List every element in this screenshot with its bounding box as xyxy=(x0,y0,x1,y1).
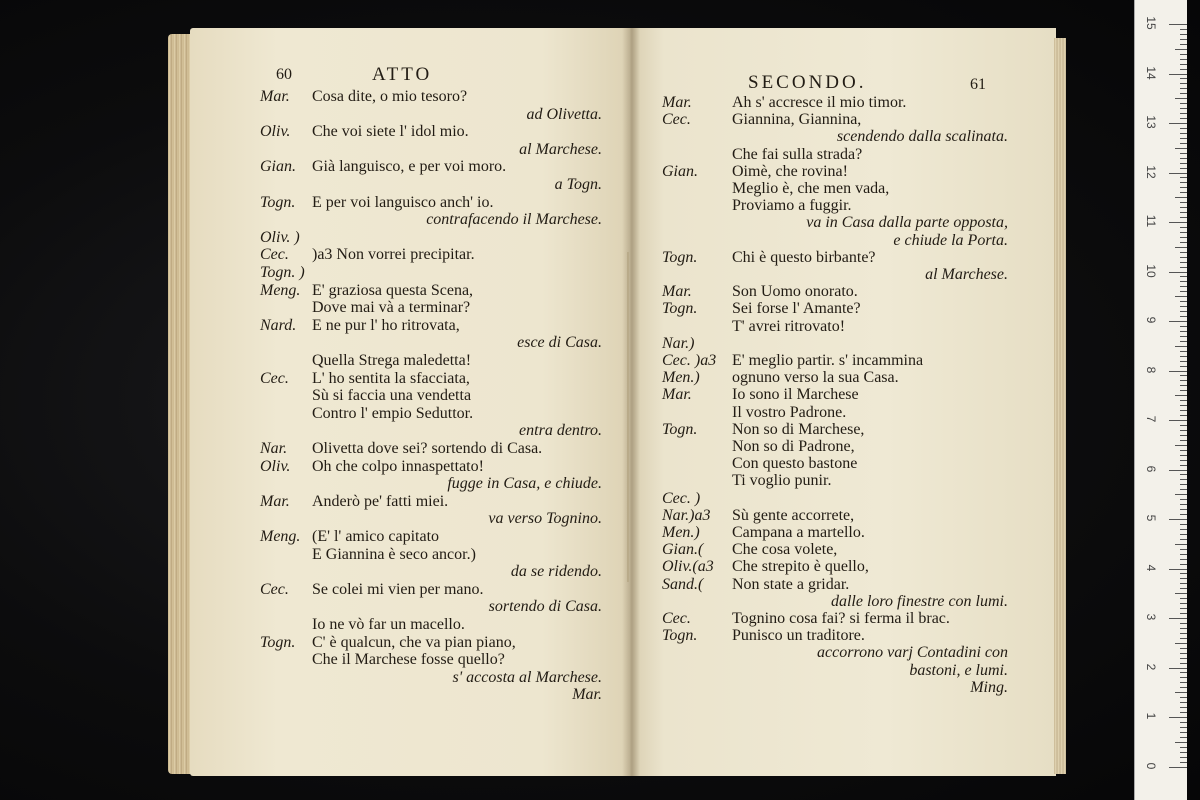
verse-line: Campana a martello. xyxy=(732,524,865,541)
ruler-tick xyxy=(1169,470,1187,471)
speaker-name: Togn. xyxy=(662,627,698,645)
ruler-tick xyxy=(1175,247,1187,248)
ruler-tick xyxy=(1180,133,1187,134)
speaker-name: Cec. xyxy=(662,610,691,627)
ruler-tick xyxy=(1175,395,1187,396)
ruler-tick xyxy=(1180,252,1187,253)
stage-direction: bastoni, e lumi. xyxy=(909,661,1008,679)
ruler-tick xyxy=(1180,608,1187,609)
page-edges-right xyxy=(1054,38,1066,774)
ruler-tick xyxy=(1180,465,1187,466)
speaker-name: Cec. xyxy=(260,580,289,598)
ruler-tick xyxy=(1180,262,1187,263)
ruler-tick xyxy=(1180,128,1187,129)
ruler-tick xyxy=(1180,341,1187,342)
speaker-name: Togn. xyxy=(662,420,698,438)
ruler-number: 3 xyxy=(1144,613,1158,621)
verse-line: Che strepito è quello, xyxy=(732,558,869,576)
ruler-tick xyxy=(1180,242,1187,243)
ruler-tick xyxy=(1180,702,1187,703)
ruler-tick xyxy=(1180,653,1187,654)
ruler-tick xyxy=(1180,207,1187,208)
ruler-tick xyxy=(1180,410,1187,411)
stage-direction: entra dentro. xyxy=(519,422,602,440)
ruler-number: 11 xyxy=(1144,214,1158,228)
verse-line: Io sono il Marchese xyxy=(732,386,859,404)
ruler-tick xyxy=(1180,658,1187,659)
speaker-name: Togn. xyxy=(260,193,296,211)
ruler-tick xyxy=(1180,103,1187,104)
speaker-name: Gian.( xyxy=(662,541,704,559)
ruler-tick xyxy=(1180,628,1187,629)
ruler-tick xyxy=(1180,361,1187,362)
ruler-tick xyxy=(1180,524,1187,525)
ruler-tick xyxy=(1175,494,1187,495)
ruler-tick xyxy=(1180,707,1187,708)
ruler-tick xyxy=(1175,197,1187,198)
book-gutter xyxy=(622,28,640,776)
ruler-number: 6 xyxy=(1144,465,1158,472)
ruler-tick xyxy=(1180,356,1187,357)
ruler-tick xyxy=(1180,762,1187,763)
ruler-tick xyxy=(1175,445,1187,446)
speaker-name: Gian. xyxy=(662,162,698,180)
ruler-tick xyxy=(1175,148,1187,149)
ruler-tick xyxy=(1180,93,1187,94)
verse-line: (E' l' amico capitato xyxy=(312,528,440,545)
ruler-tick xyxy=(1180,88,1187,89)
ruler-tick xyxy=(1180,400,1187,401)
ruler-number: 12 xyxy=(1144,164,1158,179)
speaker-name: Gian. xyxy=(260,158,296,176)
verse-line: T' avrei ritrovato! xyxy=(732,317,846,335)
ruler-tick xyxy=(1175,98,1187,99)
ruler-number: 8 xyxy=(1144,366,1158,373)
speaker-name: Togn. xyxy=(260,633,296,651)
ruler-number: 9 xyxy=(1144,316,1158,324)
stage-direction: Ming. xyxy=(970,678,1008,696)
speaker-name: Oliv. xyxy=(260,123,291,141)
ruler-tick xyxy=(1180,504,1187,505)
verse-line: Quella Strega maledetta! xyxy=(312,352,472,369)
speaker-name: Men.) xyxy=(662,524,700,541)
ruler-tick xyxy=(1180,732,1187,733)
ruler-tick xyxy=(1180,44,1187,45)
stage-direction: sortendo di Casa. xyxy=(488,598,602,616)
verse-line: Non state a gridar. xyxy=(732,575,850,593)
ruler-tick xyxy=(1169,618,1187,619)
verse-line: Meglio è, che men vada, xyxy=(732,180,890,197)
ruler-tick xyxy=(1180,727,1187,728)
stage-direction: da se ridendo. xyxy=(510,563,602,581)
ruler-tick xyxy=(1169,321,1187,322)
verse-line: Sù si faccia una vendetta xyxy=(312,387,472,405)
verse-line: Sei forse l' Amante? xyxy=(732,300,861,318)
ruler-tick xyxy=(1180,351,1187,352)
ruler-tick xyxy=(1180,78,1187,79)
ruler-tick xyxy=(1180,539,1187,540)
stage-direction: e chiude la Porta. xyxy=(893,231,1008,249)
left-running-head: ATTO xyxy=(372,64,433,85)
ruler-tick xyxy=(1180,460,1187,461)
ruler-tick xyxy=(1180,588,1187,589)
verse-line: Contro l' empio Seduttor. xyxy=(312,404,474,422)
ruler-tick xyxy=(1180,168,1187,169)
ruler-tick xyxy=(1180,633,1187,634)
ruler-tick xyxy=(1180,212,1187,213)
verse-line: Anderò pe' fatti miei. xyxy=(312,492,449,510)
ruler-tick xyxy=(1180,64,1187,65)
measurement-ruler xyxy=(1134,0,1187,800)
ruler-tick xyxy=(1180,118,1187,119)
ruler-tick xyxy=(1180,291,1187,292)
ruler-tick xyxy=(1180,484,1187,485)
speaker-name: Togn. xyxy=(662,248,698,266)
ruler-tick xyxy=(1180,752,1187,753)
ruler-tick xyxy=(1180,613,1187,614)
ruler-tick xyxy=(1180,217,1187,218)
ruler-tick xyxy=(1180,405,1187,406)
ruler-tick xyxy=(1180,549,1187,550)
ruler-tick xyxy=(1180,158,1187,159)
verse-line: Già languisco, e per voi moro. xyxy=(312,158,507,176)
stage-direction: al Marchese. xyxy=(925,266,1008,283)
speaker-name: Meng. xyxy=(260,528,301,545)
verse-line: Son Uomo onorato. xyxy=(732,283,858,301)
verse-line: E' meglio partir. s' incammina xyxy=(732,352,924,369)
ruler-tick xyxy=(1180,747,1187,748)
speaker-name: Meng. xyxy=(260,281,301,299)
verse-line: Io ne vò far un macello. xyxy=(312,616,465,633)
verse-line: Non so di Padrone, xyxy=(732,438,855,455)
speaker-name: Oliv. ) xyxy=(260,228,300,246)
speaker-name: Mar. xyxy=(662,94,692,111)
ruler-tick xyxy=(1180,757,1187,758)
stage-direction: Mar. xyxy=(572,686,602,704)
stage-direction: al Marchese. xyxy=(519,140,602,158)
ruler-tick xyxy=(1180,153,1187,154)
ruler-tick xyxy=(1180,638,1187,639)
stage-direction: fugge in Casa, e chiude. xyxy=(447,475,602,493)
ruler-tick xyxy=(1169,668,1187,669)
ruler-tick xyxy=(1180,722,1187,723)
verse-line: Che il Marchese fosse quello? xyxy=(312,651,505,669)
ruler-tick xyxy=(1180,281,1187,282)
ruler-number: 7 xyxy=(1144,415,1158,423)
ruler-tick xyxy=(1180,390,1187,391)
ruler-tick xyxy=(1180,534,1187,535)
ruler-tick xyxy=(1169,222,1187,223)
ruler-tick xyxy=(1180,380,1187,381)
ruler-tick xyxy=(1169,420,1187,421)
ruler-number: 14 xyxy=(1144,65,1158,80)
ruler-tick xyxy=(1180,415,1187,416)
ruler-tick xyxy=(1180,311,1187,312)
verse-line: Ah s' accresce il mio timor. xyxy=(732,94,907,111)
stage-direction: s' accosta al Marchese. xyxy=(452,668,602,686)
ruler-tick xyxy=(1180,455,1187,456)
left-folio: 60 xyxy=(276,66,292,83)
ruler-number: 15 xyxy=(1144,16,1158,30)
ruler-tick xyxy=(1180,316,1187,317)
ruler-tick xyxy=(1180,366,1187,367)
stage-direction: va in Casa dalla parte opposta, xyxy=(806,214,1008,232)
speaker-name: Nard. xyxy=(260,316,297,334)
ruler-tick xyxy=(1180,113,1187,114)
right-folio: 61 xyxy=(970,76,986,93)
ruler-tick xyxy=(1180,232,1187,233)
stage-direction: esce di Casa. xyxy=(517,334,602,352)
ruler-tick xyxy=(1169,767,1187,768)
verse-line: E ne pur l' ho ritrovata, xyxy=(312,316,460,334)
verse-line: Ti voglio punir. xyxy=(732,472,832,490)
center-fold xyxy=(627,252,629,582)
speaker-name: Nar.)a3 xyxy=(662,506,711,524)
speaker-name: Oliv. xyxy=(260,457,291,475)
ruler-tick xyxy=(1180,187,1187,188)
verse-line: Che fai sulla strada? xyxy=(732,145,863,163)
stage-direction: dalle loro finestre con lumi. xyxy=(830,592,1008,610)
ruler-tick xyxy=(1180,682,1187,683)
ruler-tick xyxy=(1180,737,1187,738)
stage-direction: ad Olivetta. xyxy=(526,105,602,123)
ruler-tick xyxy=(1180,479,1187,480)
speaker-name: Cec. xyxy=(260,246,289,264)
ruler-tick xyxy=(1180,672,1187,673)
speaker-name: Mar. xyxy=(260,492,290,510)
ruler-tick xyxy=(1175,643,1187,644)
ruler-tick xyxy=(1175,49,1187,50)
ruler-tick xyxy=(1180,336,1187,337)
verse-line: C' è qualcun, che va pian piano, xyxy=(312,633,516,651)
ruler-tick xyxy=(1180,509,1187,510)
ruler-tick xyxy=(1180,59,1187,60)
stage-direction: a Togn. xyxy=(554,176,602,193)
ruler-tick xyxy=(1180,301,1187,302)
ruler-tick xyxy=(1180,573,1187,574)
verse-line: Giannina, Giannina, xyxy=(732,111,862,129)
ruler-tick xyxy=(1180,69,1187,70)
speaker-name: Cec. )a3 xyxy=(662,352,717,369)
ruler-tick xyxy=(1180,39,1187,40)
ruler-tick xyxy=(1180,177,1187,178)
ruler-tick xyxy=(1169,123,1187,124)
ruler-tick xyxy=(1180,499,1187,500)
speaker-name: Cec. xyxy=(260,369,289,387)
ruler-tick xyxy=(1175,296,1187,297)
ruler-tick xyxy=(1180,583,1187,584)
ruler-tick xyxy=(1180,163,1187,164)
ruler-tick xyxy=(1180,435,1187,436)
ruler-tick xyxy=(1180,677,1187,678)
ruler-tick xyxy=(1180,554,1187,555)
verse-line: Che voi siete l' idol mio. xyxy=(312,123,469,141)
ruler-tick xyxy=(1180,663,1187,664)
ruler-tick xyxy=(1180,529,1187,530)
ruler-tick xyxy=(1175,346,1187,347)
verse-line: Non so di Marchese, xyxy=(732,420,865,438)
verse-line: E' graziosa questa Scena, xyxy=(312,281,474,299)
ruler-tick xyxy=(1180,375,1187,376)
ruler-number: 2 xyxy=(1144,663,1158,670)
verse-line: Oimè, che rovina! xyxy=(732,162,848,180)
ruler-tick xyxy=(1180,326,1187,327)
ruler-tick xyxy=(1180,648,1187,649)
ruler-tick xyxy=(1180,623,1187,624)
ruler-tick xyxy=(1180,425,1187,426)
ruler-tick xyxy=(1180,29,1187,30)
ruler-tick xyxy=(1180,34,1187,35)
ruler-number: 5 xyxy=(1144,514,1158,522)
ruler-number: 4 xyxy=(1144,564,1158,571)
ruler-tick xyxy=(1180,514,1187,515)
ruler-tick xyxy=(1180,564,1187,565)
ruler-tick xyxy=(1180,385,1187,386)
speaker-name: Sand.( xyxy=(662,575,704,593)
ruler-tick xyxy=(1175,692,1187,693)
ruler-tick xyxy=(1180,143,1187,144)
verse-line: E per voi languisco anch' io. xyxy=(312,193,494,211)
ruler-tick xyxy=(1180,430,1187,431)
stage-direction: va verso Tognino. xyxy=(488,510,602,528)
ruler-tick xyxy=(1180,83,1187,84)
ruler-tick xyxy=(1169,74,1187,75)
ruler-tick xyxy=(1180,138,1187,139)
ruler-tick xyxy=(1180,286,1187,287)
ruler-tick xyxy=(1169,371,1187,372)
speaker-name: Cec. ) xyxy=(662,489,701,507)
ruler-tick xyxy=(1180,182,1187,183)
ruler-tick xyxy=(1169,24,1187,25)
ruler-tick xyxy=(1169,173,1187,174)
verse-line: Chi è questo birbante? xyxy=(732,248,876,266)
ruler-tick xyxy=(1180,227,1187,228)
right-running-head: SECONDO. xyxy=(748,72,867,93)
ruler-tick xyxy=(1180,267,1187,268)
verse-line: Se colei mi vien per mano. xyxy=(312,580,484,598)
ruler-tick xyxy=(1180,489,1187,490)
speaker-name: Men.) xyxy=(662,369,700,387)
verse-line: Con questo bastone xyxy=(732,455,858,473)
verse-line: Tognino cosa fai? si ferma il brac. xyxy=(732,610,950,627)
ruler-tick xyxy=(1169,717,1187,718)
verse-line: Sù gente accorrete, xyxy=(732,506,855,524)
speaker-name: Cec. xyxy=(662,111,691,129)
ruler-tick xyxy=(1180,108,1187,109)
speaker-name: Togn. ) xyxy=(260,264,305,281)
ruler-tick xyxy=(1180,331,1187,332)
ruler-tick xyxy=(1180,603,1187,604)
verse-line: Olivetta dove sei? sortendo di Casa. xyxy=(312,440,543,457)
ruler-tick xyxy=(1180,687,1187,688)
ruler-tick xyxy=(1180,697,1187,698)
ruler-tick xyxy=(1180,598,1187,599)
verse-line: Punisco un traditore. xyxy=(732,627,865,645)
ruler-number: 1 xyxy=(1144,712,1158,720)
ruler-tick xyxy=(1180,440,1187,441)
ruler-tick xyxy=(1180,192,1187,193)
ruler-number: 0 xyxy=(1144,762,1158,769)
ruler-tick xyxy=(1175,544,1187,545)
speaker-name: Oliv.(a3 xyxy=(662,558,714,576)
ruler-tick xyxy=(1175,593,1187,594)
verse-line: Il vostro Padrone. xyxy=(732,403,847,421)
speaker-name: Mar. xyxy=(260,88,290,105)
ruler-tick xyxy=(1180,578,1187,579)
ruler-tick xyxy=(1180,276,1187,277)
stage-direction: contrafacendo il Marchese. xyxy=(426,211,602,229)
ruler-tick xyxy=(1180,712,1187,713)
verse-line: Che cosa volete, xyxy=(732,541,838,559)
ruler-tick xyxy=(1169,519,1187,520)
verse-line: Cosa dite, o mio tesoro? xyxy=(312,88,468,105)
stage-direction: accorrono varj Contadini con xyxy=(817,644,1008,662)
verse-line: E Giannina è seco ancor.) xyxy=(312,545,476,563)
ruler-tick xyxy=(1175,742,1187,743)
ruler-tick xyxy=(1180,257,1187,258)
ruler-tick xyxy=(1180,306,1187,307)
verse-line: Oh che colpo innaspettato! xyxy=(312,457,484,475)
ruler-number: 13 xyxy=(1144,115,1158,129)
ruler-tick xyxy=(1180,559,1187,560)
verse-line: L' ho sentita la sfacciata, xyxy=(312,369,470,387)
ruler-tick xyxy=(1180,202,1187,203)
verse-line: Dove mai và a terminar? xyxy=(312,299,471,317)
speaker-name: Nar. xyxy=(260,440,288,457)
speaker-name: Mar. xyxy=(662,283,692,301)
ruler-number: 10 xyxy=(1144,263,1158,278)
speaker-name: Nar.) xyxy=(662,334,695,352)
ruler-tick xyxy=(1169,569,1187,570)
ruler-tick xyxy=(1180,237,1187,238)
ruler-tick xyxy=(1180,474,1187,475)
verse-line: Proviamo a fuggir. xyxy=(732,197,852,215)
speaker-name: Mar. xyxy=(662,386,692,404)
verse-line: )a3 Non vorrei precipitar. xyxy=(312,246,475,264)
ruler-tick xyxy=(1180,450,1187,451)
stage-direction: scendendo dalla scalinata. xyxy=(836,128,1008,146)
ruler-tick xyxy=(1169,272,1187,273)
speaker-name: Togn. xyxy=(662,300,698,318)
ruler-tick xyxy=(1180,54,1187,55)
verse-line: ognuno verso la sua Casa. xyxy=(732,369,899,387)
